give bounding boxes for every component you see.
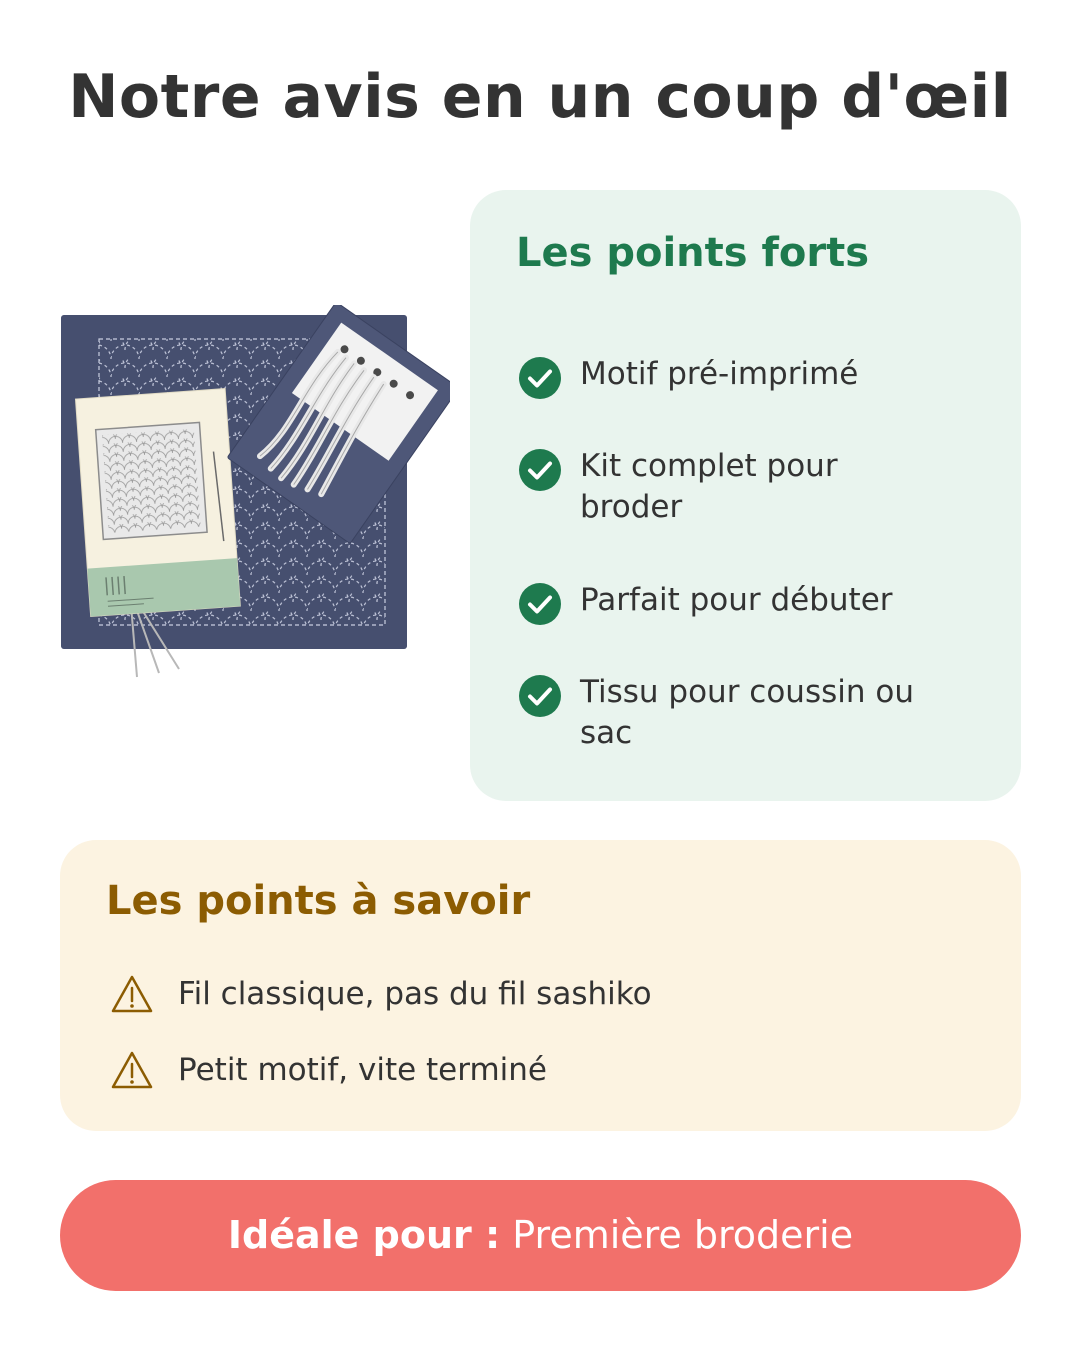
warning-icon: [110, 1050, 154, 1090]
check-circle-icon: [518, 448, 562, 492]
pro-item-label: Parfait pour débuter: [580, 582, 893, 618]
pro-item-label: Tissu pour coussin ou sac: [580, 674, 914, 751]
con-item: [110, 1050, 970, 1094]
check-circle-icon: [518, 582, 562, 626]
ideal-for-label: Idéale pour :: [227, 1213, 501, 1257]
con-item: [110, 974, 970, 1018]
warning-icon: [110, 974, 154, 1014]
page-title: Notre avis en un coup d'œil: [68, 62, 1012, 132]
pros-card: [470, 190, 1021, 801]
pros-title: Les points forts: [516, 230, 870, 276]
cons-card: [60, 840, 1021, 1131]
ideal-for-value: Première broderie: [512, 1213, 854, 1257]
pro-item-label: Kit complet pour broder: [580, 448, 838, 525]
con-item-label: Petit motif, vite terminé: [178, 1052, 547, 1088]
con-item-label: Fil classique, pas du fil sashiko: [178, 976, 652, 1012]
pro-item-label: Motif pré-imprimé: [580, 356, 859, 392]
ideal-for-banner: [60, 1180, 1021, 1291]
check-circle-icon: [518, 356, 562, 400]
sashiko-kit-illustration: [55, 305, 450, 685]
cons-title: Les points à savoir: [106, 878, 531, 924]
check-circle-icon: [518, 674, 562, 718]
